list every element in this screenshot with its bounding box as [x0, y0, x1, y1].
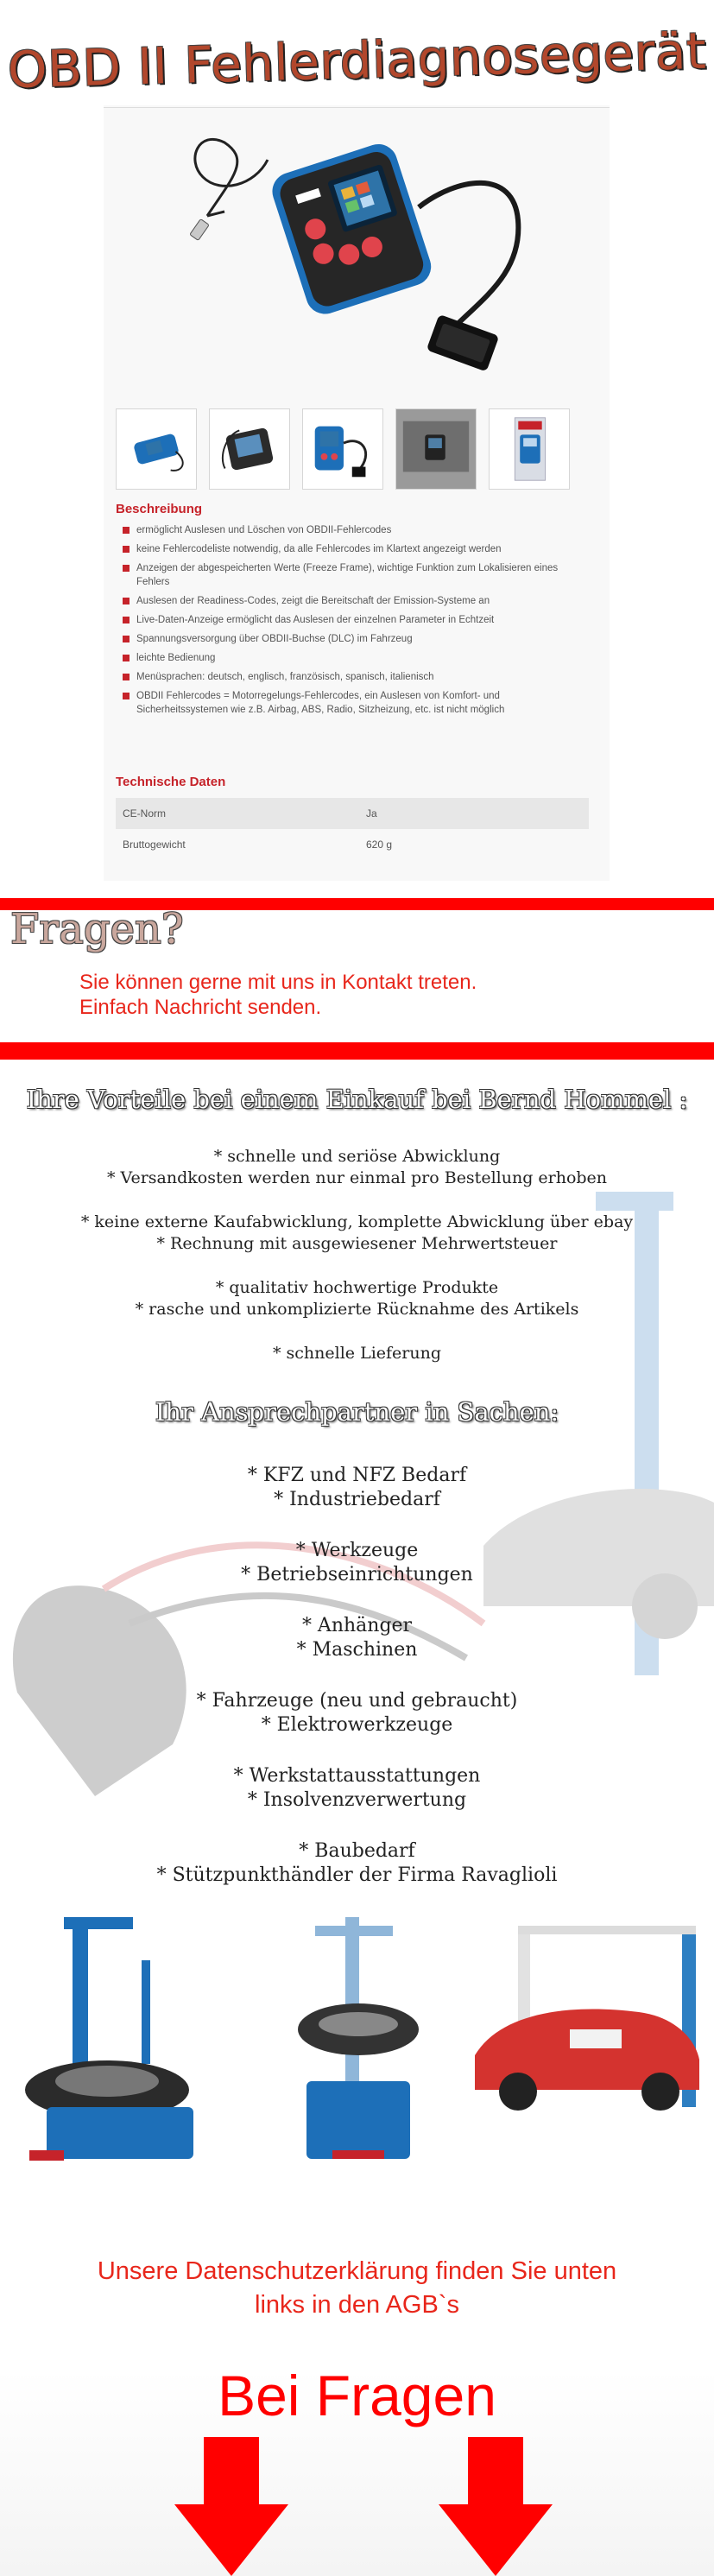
device-screen-thumb-icon: [210, 409, 289, 489]
feature-text: Anzeigen der abgespeicherten Werte (Freeze Frame), wichtige Funktion zum Lokalisieren eines Fehlers: [136, 563, 559, 587]
product-thumbnail[interactable]: [209, 408, 290, 490]
list-item: [123, 594, 589, 608]
list-item: [123, 613, 589, 627]
contact-heading: Fragen?: [10, 905, 184, 953]
table-cell-value: Ja: [359, 798, 589, 829]
table-cell-value: 620 g: [366, 839, 393, 851]
feature-text: OBDII Fehlercodes = Motorregelungs-Fehlercodes, ein Auslesen von Komfort- und Sicherheitssystemen wie z.B. Airbag, ABS, Radio, Sitzheizung, etc. ist nicht möglich: [136, 691, 505, 715]
feature-list: [123, 523, 589, 722]
tech-data-heading: Technische Daten: [116, 775, 226, 789]
device-cable-thumb-icon: [303, 409, 382, 489]
feature-text: leichte Bedienung: [136, 653, 216, 663]
feature-text: Live-Daten-Anzeige ermöglicht das Auslesen der einzelnen Parameter in Echtzeit: [136, 615, 495, 625]
partner-item: * Industriebedarf: [274, 1489, 440, 1510]
partner-item: * Maschinen: [296, 1639, 418, 1661]
partner-item: * KFZ und NFZ Bedarf: [247, 1465, 467, 1486]
contact-text: Einfach Nachricht senden.: [79, 996, 322, 1019]
product-image: [173, 125, 535, 393]
partner-heading: Ihr Ansprechpartner in Sachen:: [155, 1397, 559, 1427]
list-item: [123, 523, 589, 537]
list-item: [123, 670, 589, 684]
advantage-item: * schnelle Lieferung: [272, 1344, 442, 1363]
bullet-icon: [123, 617, 130, 623]
tire-changer-photo: [12, 1908, 228, 2168]
tech-data-table: [116, 798, 589, 860]
advantage-item: * qualitativ hochwertige Produkte: [215, 1278, 499, 1297]
bullet-icon: [123, 636, 130, 642]
product-thumbnail[interactable]: [489, 408, 570, 490]
tire-changer-photo-2: [263, 1908, 453, 2168]
partner-item: * Elektrowerkzeuge: [261, 1714, 453, 1736]
bullet-icon: [123, 546, 130, 553]
feature-text: Auslesen der Readiness-Codes, zeigt die Bereitschaft der Emission-Systeme an: [136, 596, 490, 606]
bullet-icon: [123, 598, 130, 604]
device-thumb-icon: [117, 409, 196, 489]
partner-item: * Fahrzeuge (neu und gebraucht): [196, 1690, 518, 1712]
partner-item: * Werkstattausstattungen: [233, 1765, 481, 1787]
feature-text: Spannungsversorgung über OBDII-Buchse (DLC) im Fahrzeug: [136, 634, 413, 644]
partner-item: * Stützpunkthändler der Firma Ravaglioli: [156, 1864, 558, 1886]
product-thumbnail[interactable]: [302, 408, 383, 490]
device-box-thumb-icon: [490, 409, 569, 489]
feature-text: Menüsprachen: deutsch, englisch, französisch, spanisch, italienisch: [136, 672, 434, 682]
list-item: [123, 632, 589, 646]
list-item: [123, 542, 589, 556]
list-item: [123, 651, 589, 665]
partner-item: * Anhänger: [301, 1615, 413, 1636]
advantage-item: * schnelle und seriöse Abwicklung: [213, 1147, 501, 1166]
arrow-down-icon: [439, 2437, 553, 2576]
advantage-item: * keine externe Kaufabwicklung, komplette Abwicklung über ebay: [80, 1212, 634, 1231]
divider: [104, 107, 610, 108]
bullet-icon: [123, 655, 130, 661]
bullet-icon: [123, 527, 130, 534]
partner-item: * Baubedarf: [299, 1840, 415, 1862]
contact-text: Sie können gerne mit uns in Kontakt treten.: [79, 971, 477, 994]
list-item: [123, 561, 589, 589]
partner-item: * Insolvenzverwertung: [247, 1789, 467, 1811]
advantage-item: * Versandkosten werden nur einmal pro Bestellung erhoben: [106, 1168, 608, 1187]
advantages-heading: Ihre Vorteile bei einem Einkauf bei Bernd Hommel :: [26, 1085, 688, 1114]
partner-item: * Betriebseinrichtungen: [241, 1564, 473, 1585]
bei-fragen-heading: Bei Fragen: [218, 2364, 496, 2427]
partner-item: * Werkzeuge: [295, 1540, 419, 1561]
divider-bar: [0, 1042, 714, 1060]
bullet-icon: [123, 565, 130, 572]
bullet-icon: [123, 674, 130, 680]
advantage-item: * rasche und unkomplizierte Rücknahme des Artikels: [135, 1300, 579, 1319]
description-heading: Beschreibung: [116, 502, 203, 516]
bullet-icon: [123, 693, 130, 699]
feature-text: ermöglicht Auslesen und Löschen von OBDII-Fehlercodes: [136, 525, 392, 535]
privacy-note: links in den AGB`s: [255, 2291, 459, 2319]
product-thumbnail[interactable]: [395, 408, 477, 490]
background-photo: [0, 1140, 714, 1934]
product-thumbnail[interactable]: [116, 408, 197, 490]
list-item: [123, 689, 589, 717]
advantage-item: * Rechnung mit ausgewiesener Mehrwertsteuer: [156, 1234, 558, 1253]
device-in-car-thumb-icon: [396, 409, 476, 489]
feature-text: keine Fehlercodeliste notwendig, da alle Fehlercodes im Klartext angezeigt werden: [136, 544, 502, 554]
table-cell-key: Bruttogewicht: [123, 839, 186, 851]
car-lift-photo: [466, 1908, 712, 2168]
arrow-down-icon: [174, 2437, 288, 2576]
table-cell-key: CE-Norm: [116, 798, 359, 829]
privacy-note: Unsere Datenschutzerklärung finden Sie unten: [97, 2257, 617, 2285]
table-row: [116, 798, 589, 829]
page-title: OBD II Fehlerdiagnosegerät: [6, 21, 708, 100]
table-row: [116, 829, 589, 860]
